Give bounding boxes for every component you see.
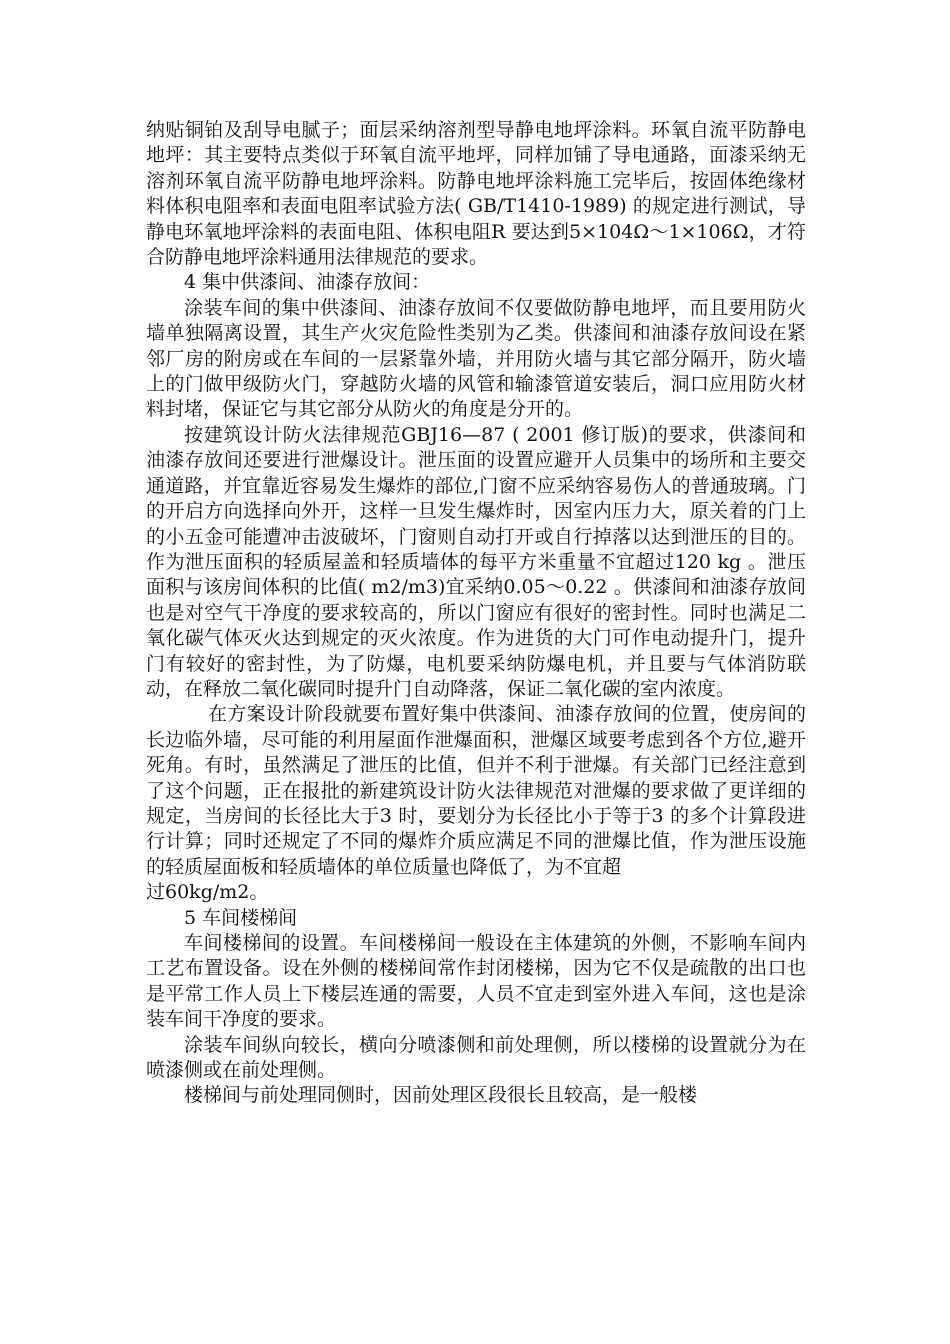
paragraph-stairwell-sides: 涂装车间纵向较长，横向分喷漆侧和前处理侧，所以楼梯的设置就分为在喷漆侧或在前处理侧。 <box>146 1033 806 1082</box>
document-page <box>146 118 806 1109</box>
paragraph-fire-separation: 涂装车间的集中供漆间、油漆存放间不仅要做防静电地坪，而且要用防火墙单独隔离设置，其生产火灾危险性类别为乙类。供漆间和油漆存放间设在紧邻厂房的附房或在车间的一层紧靠外墙，并用防火墙与其它部分隔开，防火墙上的门做甲级防火门，穿越防火墙的风管和输漆管道安装后，洞口应用防火材料封堵，保证它与其它部分从防火的角度是分开的。 <box>146 296 806 421</box>
paragraph-stairwell-setup: 车间楼梯间的设置。车间楼梯间一般设在主体建筑的外侧，不影响车间内工艺布置设备。设在外侧的楼梯间常作封闭楼梯，因为它不仅是疏散的出口也是平常工作人员上下楼层连通的需要，人员不宜走到室外进入车间，这也是涂装车间干净度的要求。 <box>146 932 806 1031</box>
paragraph-venting-layout-end: 过60kg/m2。 <box>146 881 269 904</box>
section-heading-paint-storage: 4 集中供漆间、油漆存放间： <box>184 271 431 294</box>
paragraph-stairwell-pretreatment: 楼梯间与前处理同侧时，因前处理区段很长且较高，是一般楼 <box>184 1084 698 1107</box>
paragraph-explosion-venting: 按建筑设计防火法律规范GBJ16—87 ( 2001 修订版)的要求，供漆间和油漆存放间还要进行泄爆设计。泄压面的设置应避开人员集中的场所和主要交通道路，并宜靠近容易发生爆炸的部位,门窗不应采纳容易伤人的普通玻璃。门的开启方向选择向外开，这样一旦发生爆炸时，因室内压力大，原关着的门上的小五金可能遭冲击波破坏，门窗则自动打开或自行掉落以达到泄压的目的。作为泄压面积的轻质屋盖和轻质墙体的每平方米重量不宜超过120 kg 。泄压面积与该房间体积的比值( m2/m3)宜采纳0.05～0.22 。供漆间和油漆存放间也是对空气干净度的要求较高的，所以门窗应有很好的密封性。同时也满足二氧化碳气体灭火达到规定的灭火浓度。作为进货的大门可作电动提升门，提升门有较好的密封性，为了防爆，电机要采纳防爆电机，并且要与气体消防联动，在释放二氧化碳同时提升门自动降落，保证二氧化碳的室内浓度。 <box>146 423 806 700</box>
section-heading-stairwell: 5 车间楼梯间 <box>184 906 298 929</box>
paragraph-antistatic-floor: 纳贴铜铂及刮导电腻子；面层采纳溶剂型导静电地坪涂料。环氧自流平防静电地坪：其主要特点类似于环氧自流平地坪，同样加铺了导电通路，面漆采纳无溶剂环氧自流平防静电地坪涂料。防静电地坪涂料施工完毕后，按固体绝缘材料体积电阻率和表面电阻率试验方法( GB/T1410-1989) 的规定进行测试，导静电环氧地坪涂料的表面电阻、体积电阻R 要达到5×104Ω～1×106Ω，才符合防静电地坪涂料通用法律规范的要求。 <box>146 119 806 269</box>
paragraph-venting-layout: 在方案设计阶段就要布置好集中供漆间、油漆存放间的位置，使房间的长边临外墙，尽可能的利用屋面作泄爆面积，泄爆区域要考虑到各个方位,避开死角。有时，虽然满足了泄压的比值，但并不利于泄爆。有关部门已经注意到了这个问题，正在报批的新建筑设计防火法律规范对泄爆的要求做了更详细的规定，当房间的长径比大于3 时，要划分为长径比小于等于3 的多个计算段进行计算；同时还规定了不同的爆炸介质应满足不同的泄爆比值，作为泄压设施的轻质屋面板和轻质墙体的单位质量也降低了，为不宜超 <box>146 703 806 878</box>
